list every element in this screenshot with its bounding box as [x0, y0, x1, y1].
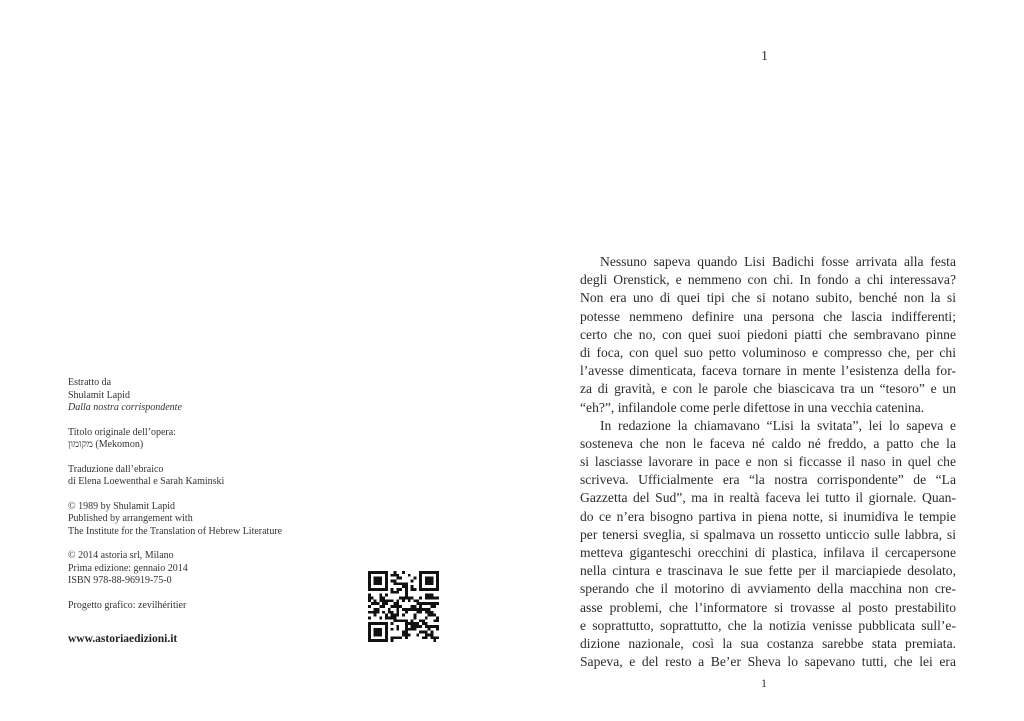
- page-number-bottom: 1: [761, 676, 767, 690]
- text-line: degli Orenstick, e nemmeno con chi. In fondo a chi interessava?: [580, 272, 956, 288]
- institute-line: The Institute for the Translation of Hebrew Literature: [68, 525, 283, 537]
- text-line: Sapeva, e del resto a Be’er Sheva lo sapevano tutti, che lei era: [580, 654, 956, 670]
- text-line: certo che no, con quei suoi piedoni piatti che sembravano pinne: [580, 326, 956, 342]
- translators: di Elena Loewenthal e Sarah Kaminski: [68, 476, 225, 487]
- edition-block: [68, 550, 368, 588]
- paragraph-2: [580, 417, 956, 672]
- text-line: scriveva. Ufficialmente era “la nostra corrispondente” de “La: [580, 472, 956, 488]
- original-title-value: מקומון (Mekomon): [68, 439, 144, 450]
- text-line: metteva giganteschi orecchini di plastica, infilava il cercapersone: [580, 545, 956, 560]
- copyright-line: © 1989 by Shulamit Lapid: [68, 500, 176, 512]
- first-edition: Prima edizione: gennaio 2014: [68, 562, 188, 574]
- text-line: di foca, con quel suo petto voluminoso e compresso che, per chi: [580, 344, 956, 360]
- isbn: ISBN 978-88-96919-75-0: [68, 575, 172, 586]
- text-line: “eh?”, infilandole come perle difettose in una vecchia catenina.: [580, 399, 925, 415]
- text-line: potesse nemmeno definire una persona che lascia indifferenti;: [580, 308, 956, 324]
- qr-code-icon: [368, 571, 439, 642]
- text-line: asse problemi, che l’informatore si trovasse al posto prestabilito: [580, 599, 956, 615]
- text-line: Gazzetta del Sud”, ma in realtà faceva lei tutto il giornale. Quan-: [580, 490, 956, 506]
- text-line: e soprattutto, soprattutto, che la notizia venisse pubblicata sull’e-: [580, 617, 956, 633]
- text-line: sosteneva che non le faceva né caldo né freddo, a patto che la: [580, 435, 956, 451]
- translation-label: Traduzione dall’ebraico: [68, 463, 164, 475]
- text-line: l’avesse dimenticata, faceva tornare in mente l’esistenza della for-: [580, 363, 956, 379]
- paragraph-1: [580, 253, 956, 417]
- excerpt-block: [68, 377, 368, 415]
- page-number-top: 1: [761, 49, 768, 64]
- book-title: Dalla nostra corrispondente: [68, 402, 182, 413]
- text-line: dizione nazionale, così la sua costanza sarebbe stata premiata.: [580, 635, 956, 651]
- text-line: In redazione la chiamavano “Lisi la svitata”, lei lo sapeva e: [600, 417, 956, 433]
- text-line: sperando che il motorino di avviamento della macchina non cre-: [580, 581, 956, 597]
- original-title-block: [68, 427, 368, 452]
- original-copyright-block: [68, 501, 368, 539]
- text-line: nella cintura e trascinava le sue fette per il marciapiede desolato,: [580, 563, 956, 579]
- translation-block: [68, 464, 368, 489]
- colophon: [68, 377, 368, 624]
- original-title-label: Titolo originale dell’opera:: [68, 426, 176, 438]
- publisher-website: www.astoriaedizioni.it: [68, 633, 178, 645]
- graphic-design-credit: Progetto grafico: zevilhéritier: [68, 599, 187, 611]
- excerpt-label: Estratto da: [68, 377, 112, 388]
- design-block: [68, 600, 368, 613]
- author-name: Shulamit Lapid: [68, 389, 130, 401]
- publisher-copyright: © 2014 astoria srl, Milano: [68, 550, 174, 561]
- text-line: si lasciasse lavorare in pace e non si ficcasse il naso in quel che: [580, 454, 956, 470]
- text-line: za di gravità, e con le parole che biascicava tra un “tesoro” e un: [580, 381, 956, 397]
- text-line: Nessuno sapeva quando Lisi Badichi fosse arrivata alla festa: [600, 254, 956, 269]
- text-line: do ce n’era bisogno partiva in piena notte, si inumidiva le tempie: [580, 508, 956, 524]
- body-text: [580, 253, 956, 671]
- text-line: Non era uno di quei tipi che si notano subito, benché non la si: [580, 290, 956, 306]
- text-line: per tenersi sveglia, si spalmava un rossetto unticcio sulle labbra, si: [580, 526, 956, 542]
- arrangement-line: Published by arrangement with: [68, 513, 193, 524]
